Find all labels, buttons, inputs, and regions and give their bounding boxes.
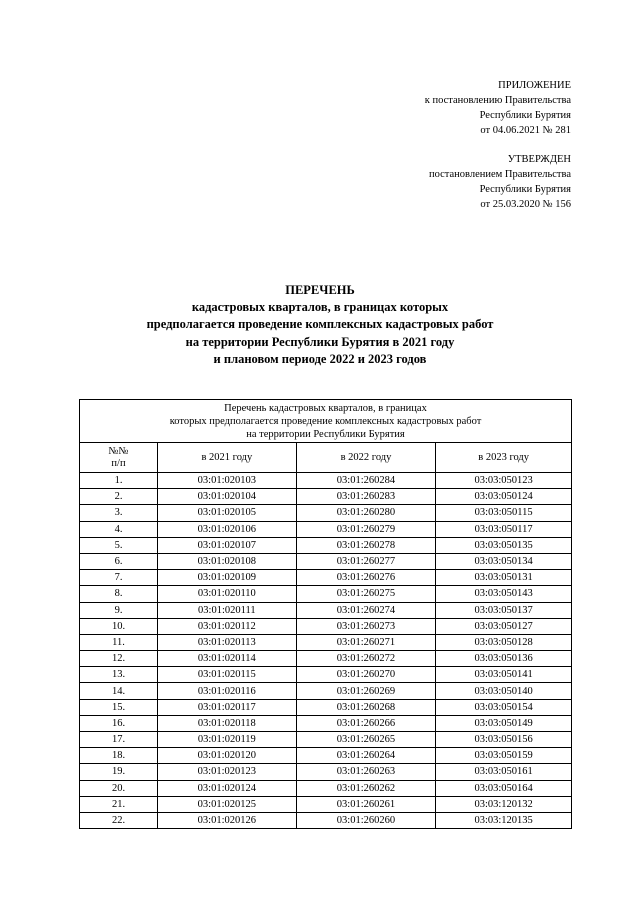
quarter-2022-cell: 03:01:260269 [296,683,436,699]
quarter-2022-cell: 03:01:260264 [296,748,436,764]
row-number-cell: 1. [80,473,158,489]
column-header-number-line-1: №№ [108,445,129,457]
column-header-number [80,443,158,473]
table-row [80,667,572,683]
quarter-2023-cell: 03:03:050141 [436,667,572,683]
quarter-2023-cell: 03:03:050149 [436,715,572,731]
table-row [80,521,572,537]
approved-line-2: Республики Бурятия [479,184,571,195]
table-row [80,699,572,715]
table-row [80,732,572,748]
row-number-cell: 14. [80,683,158,699]
row-number-cell: 15. [80,699,158,715]
quarter-2022-cell: 03:01:260276 [296,570,436,586]
quarter-2022-cell: 03:01:260271 [296,634,436,650]
table-row [80,473,572,489]
quarter-2023-cell: 03:03:050159 [436,748,572,764]
column-header-number-line-2: п/п [111,457,126,469]
row-number-cell: 12. [80,651,158,667]
quarter-2022-cell: 03:01:260272 [296,651,436,667]
column-header-2022: в 2022 году [296,443,436,473]
row-number-cell: 21. [80,796,158,812]
row-number-cell: 13. [80,667,158,683]
quarter-2023-cell: 03:03:050136 [436,651,572,667]
row-number-cell: 5. [80,537,158,553]
quarter-2021-cell: 03:01:020103 [158,473,297,489]
quarter-2021-cell: 03:01:020126 [158,812,297,828]
table-row [80,715,572,731]
row-number-cell: 16. [80,715,158,731]
quarter-2022-cell: 03:01:260277 [296,553,436,569]
row-number-cell: 6. [80,553,158,569]
column-header-2021: в 2021 году [158,443,297,473]
row-number-cell: 17. [80,732,158,748]
row-number-cell: 22. [80,812,158,828]
table-row [80,602,572,618]
table-row [80,812,572,828]
row-number-cell: 11. [80,634,158,650]
quarter-2021-cell: 03:01:020125 [158,796,297,812]
quarter-2023-cell: 03:03:050161 [436,764,572,780]
approved-block [271,152,571,212]
table-row [80,586,572,602]
quarter-2023-cell: 03:03:050115 [436,505,572,521]
quarter-2021-cell: 03:01:020124 [158,780,297,796]
table-row [80,570,572,586]
title-line-2: кадастровых кварталов, в границах которых [191,300,449,315]
row-number-cell: 3. [80,505,158,521]
row-number-cell: 8. [80,586,158,602]
row-number-cell: 2. [80,489,158,505]
quarter-2023-cell: 03:03:050143 [436,586,572,602]
quarter-2023-cell: 03:03:050140 [436,683,572,699]
quarter-2021-cell: 03:01:020104 [158,489,297,505]
quarter-2021-cell: 03:01:020120 [158,748,297,764]
appendix-line-2: Республики Бурятия [479,110,571,121]
table-row [80,764,572,780]
row-number-cell: 18. [80,748,158,764]
table-row [80,489,572,505]
table-row [80,651,572,667]
quarter-2021-cell: 03:01:020111 [158,602,297,618]
title-line-3: предполагается проведение комплексных кадастровых работ [146,317,494,332]
title-line-4: на территории Республики Бурятия в 2021 году [185,334,455,349]
quarter-2021-cell: 03:01:020113 [158,634,297,650]
quarter-2021-cell: 03:01:020117 [158,699,297,715]
table-caption-line-2: которых предполагается проведение комплексных кадастровых работ [169,416,482,427]
quarter-2022-cell: 03:01:260275 [296,586,436,602]
quarter-2021-cell: 03:01:020116 [158,683,297,699]
quarter-2021-cell: 03:01:020119 [158,732,297,748]
quarter-2023-cell: 03:03:050123 [436,473,572,489]
quarter-2023-cell: 03:03:050117 [436,521,572,537]
quarter-2022-cell: 03:01:260270 [296,667,436,683]
table-row [80,634,572,650]
row-number-cell: 19. [80,764,158,780]
quarter-2022-cell: 03:01:260266 [296,715,436,731]
appendix-line-3: от 04.06.2021 № 281 [480,125,571,136]
row-number-cell: 9. [80,602,158,618]
quarter-2023-cell: 03:03:050124 [436,489,572,505]
quarter-2021-cell: 03:01:020105 [158,505,297,521]
quarter-2022-cell: 03:01:260283 [296,489,436,505]
quarter-2021-cell: 03:01:020114 [158,651,297,667]
table-caption [80,400,572,443]
quarter-2022-cell: 03:01:260280 [296,505,436,521]
document-title [0,282,640,368]
table-row [80,537,572,553]
quarter-2023-cell: 03:03:050135 [436,537,572,553]
title-line-1: ПЕРЕЧЕНЬ [285,283,355,297]
quarter-2021-cell: 03:01:020106 [158,521,297,537]
quarter-2023-cell: 03:03:050154 [436,699,572,715]
quarter-2022-cell: 03:01:260265 [296,732,436,748]
quarter-2022-cell: 03:01:260274 [296,602,436,618]
row-number-cell: 10. [80,618,158,634]
table-row [80,780,572,796]
quarter-2021-cell: 03:01:020115 [158,667,297,683]
table-row [80,505,572,521]
table-row [80,748,572,764]
appendix-line-1: к постановлению Правительства [424,95,571,106]
quarter-2021-cell: 03:01:020112 [158,618,297,634]
row-number-cell: 7. [80,570,158,586]
cadastral-quarters-table [79,399,572,829]
quarter-2022-cell: 03:01:260262 [296,780,436,796]
quarter-2021-cell: 03:01:020107 [158,537,297,553]
quarter-2023-cell: 03:03:050128 [436,634,572,650]
quarter-2022-cell: 03:01:260279 [296,521,436,537]
table-row [80,553,572,569]
quarter-2022-cell: 03:01:260284 [296,473,436,489]
quarter-2023-cell: 03:03:050127 [436,618,572,634]
quarter-2022-cell: 03:01:260263 [296,764,436,780]
appendix-title: ПРИЛОЖЕНИЕ [498,80,571,91]
title-line-5: и плановом периоде 2022 и 2023 годов [213,351,427,366]
quarter-2022-cell: 03:01:260260 [296,812,436,828]
approved-line-3: от 25.03.2020 № 156 [480,199,571,210]
approved-title: УТВЕРЖДЕН [507,154,571,165]
row-number-cell: 4. [80,521,158,537]
approved-line-1: постановлением Правительства [428,169,571,180]
quarter-2023-cell: 03:03:050137 [436,602,572,618]
quarter-2022-cell: 03:01:260268 [296,699,436,715]
quarter-2023-cell: 03:03:120132 [436,796,572,812]
quarter-2022-cell: 03:01:260273 [296,618,436,634]
row-number-cell: 20. [80,780,158,796]
quarter-2023-cell: 03:03:050134 [436,553,572,569]
table-row [80,683,572,699]
quarter-2021-cell: 03:01:020108 [158,553,297,569]
table-caption-line-3: на территории Республики Бурятия [246,429,405,440]
quarter-2023-cell: 03:03:050156 [436,732,572,748]
quarter-2021-cell: 03:01:020110 [158,586,297,602]
quarter-2021-cell: 03:01:020109 [158,570,297,586]
appendix-block [271,78,571,138]
column-header-2023: в 2023 году [436,443,572,473]
quarter-2021-cell: 03:01:020123 [158,764,297,780]
quarter-2022-cell: 03:01:260261 [296,796,436,812]
quarter-2022-cell: 03:01:260278 [296,537,436,553]
table-row [80,618,572,634]
table-row [80,796,572,812]
quarter-2023-cell: 03:03:050131 [436,570,572,586]
table-caption-line-1: Перечень кадастровых кварталов, в границах [224,403,427,414]
quarter-2023-cell: 03:03:120135 [436,812,572,828]
quarter-2021-cell: 03:01:020118 [158,715,297,731]
quarter-2023-cell: 03:03:050164 [436,780,572,796]
